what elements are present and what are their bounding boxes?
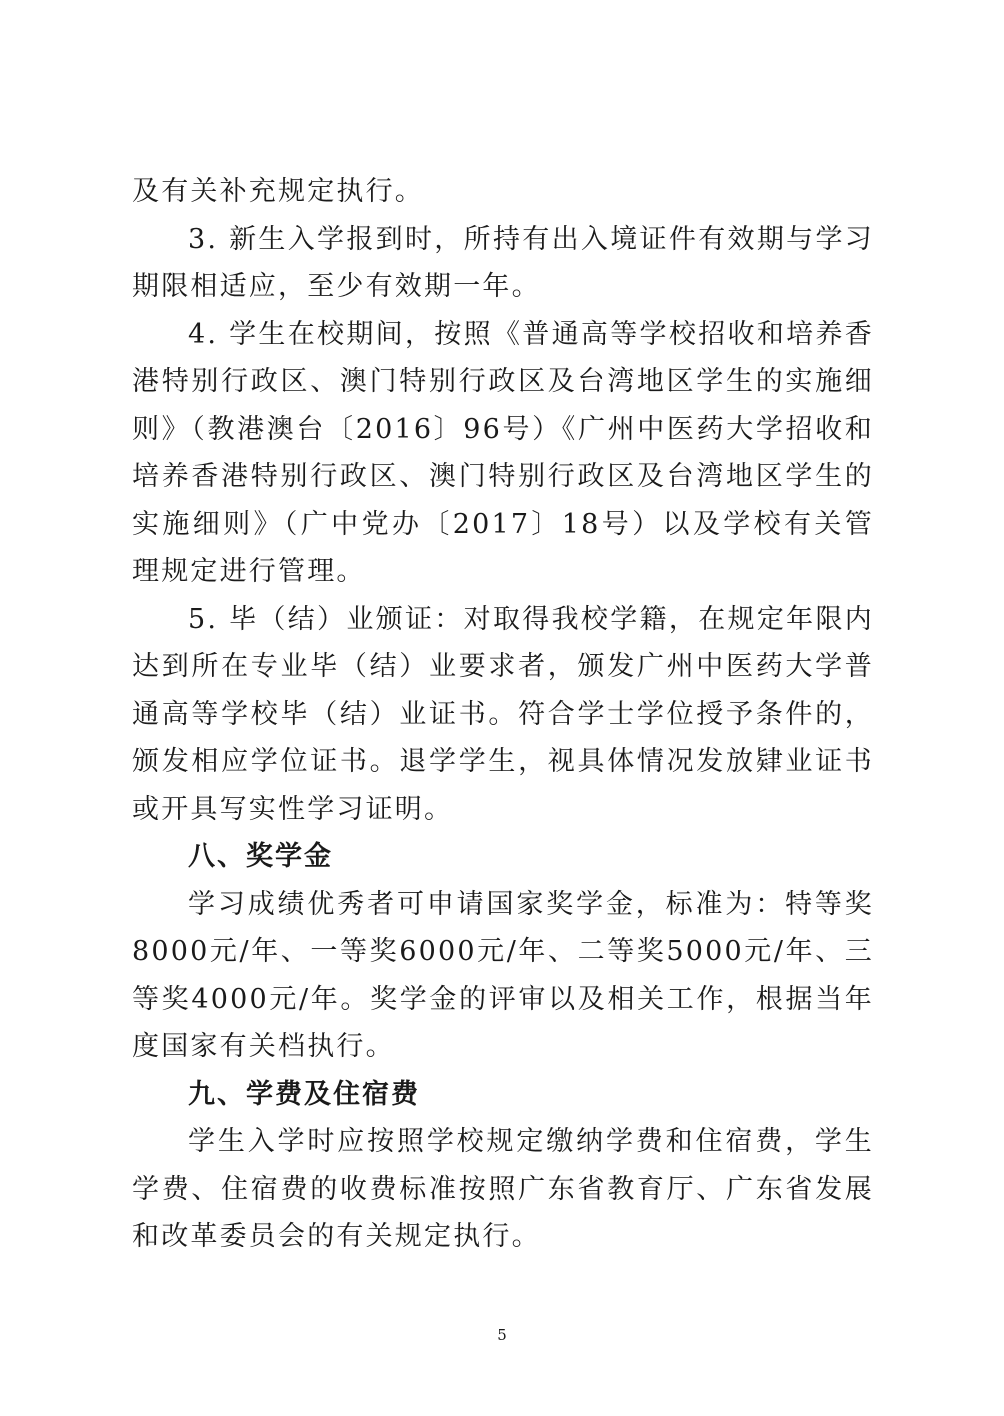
- paragraph-scholarship: 学习成绩优秀者可申请国家奖学金，标准为：特等奖8000元/年、一等奖6000元/年、二等奖5000元/年、三等奖4000元/年。奖学金的评审以及相关工作，根据当年度国家有关档执行。: [132, 888, 874, 1062]
- section-heading-tuition: 九、学费及住宿费: [188, 1078, 420, 1110]
- section-heading-scholarship: 八、奖学金: [188, 841, 333, 872]
- paragraph-tuition: 学生入学时应按照学校规定缴纳学费和住宿费，学生学费、住宿费的收费标准按照广东省教育厅、广东省发展和改革委员会的有关规定执行。: [132, 1126, 874, 1252]
- paragraph-item-4: 4. 学生在校期间，按照《普通高等学校招收和培养香港特别行政区、澳门特别行政区及台湾地区学生的实施细则》（教港澳台〔2016〕96号）《广州中医药大学招收和培养香港特别行政区、澳门特别行政区及台湾地区学生的实施细则》（广中党办〔2017〕18号）以及学校有关管理规定进行管理。: [132, 318, 874, 587]
- page-number: 5: [497, 1326, 507, 1344]
- paragraph-item-3: 3. 新生入学报到时，所持有出入境证件有效期与学习期限相适应，至少有效期一年。: [132, 223, 874, 302]
- paragraph-item-5: 5. 毕（结）业颁证：对取得我校学籍，在规定年限内达到所在专业毕（结）业要求者，颁发广州中医药大学普通高等学校毕（结）业证书。符合学士学位授予条件的，颁发相应学位证书。退学学生，视具体情况发放肄业证书或开具写实性学习证明。: [132, 603, 874, 825]
- document-body: [132, 168, 874, 1261]
- paragraph-continuation: 及有关补充规定执行。: [132, 176, 424, 207]
